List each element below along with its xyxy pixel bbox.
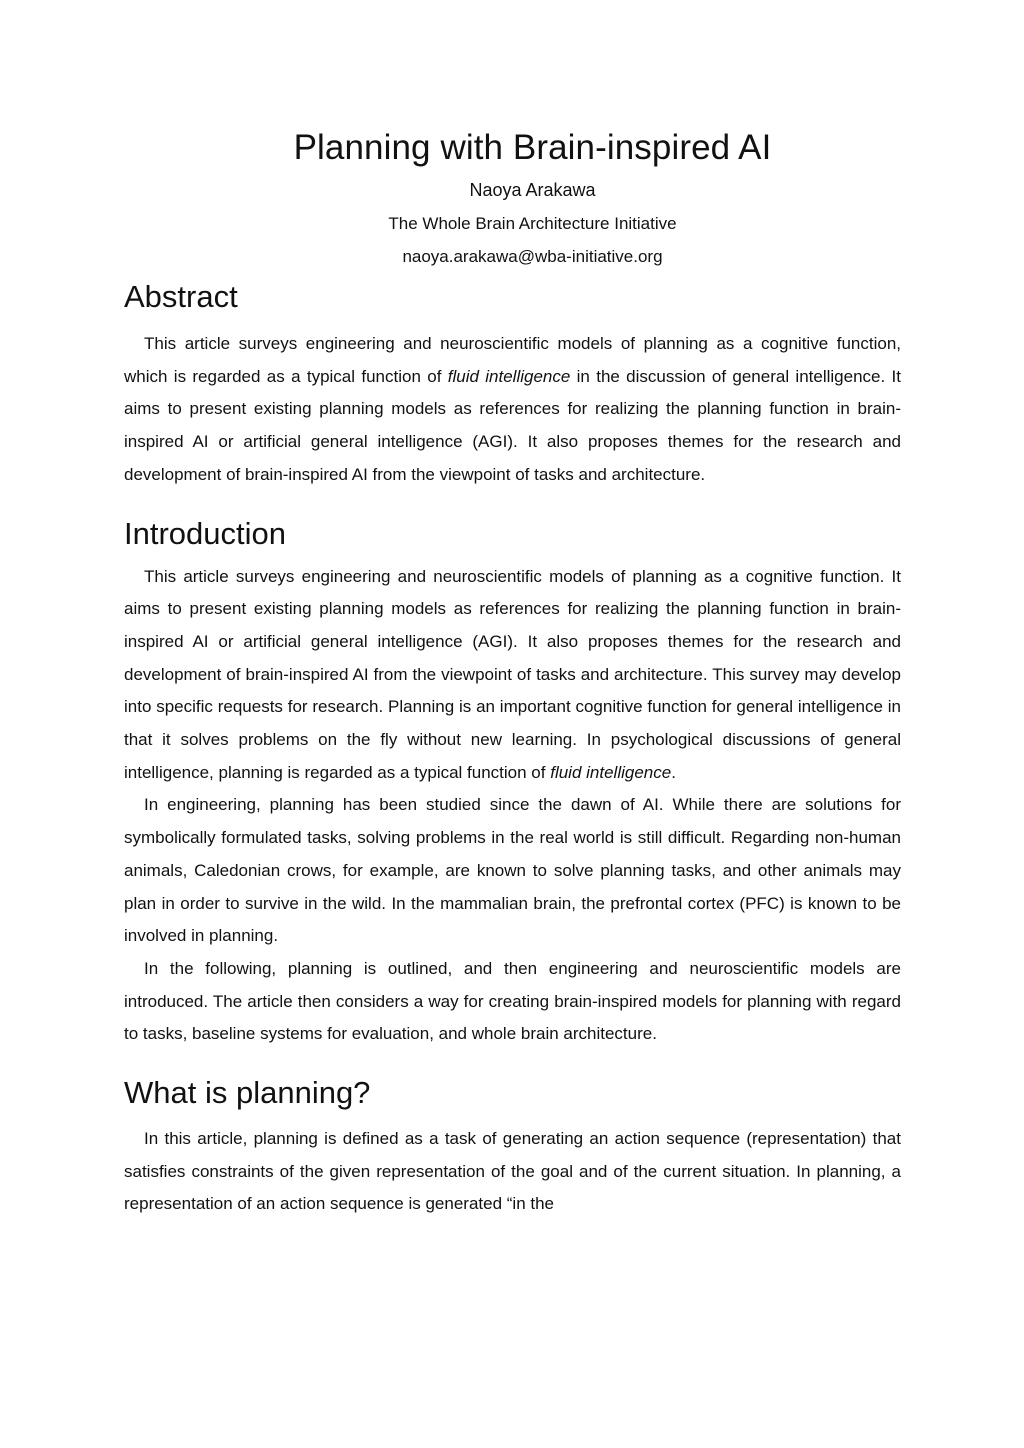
abstract-text-part-2: in the discussion of general intelligence. It aims to present existing planning models as references for realizing the planning function in brain-inspired AI or artificial general intelligence (AGI). It also proposes themes for the research and development of brain-inspired AI from the viewpoint of tasks and architecture. <box>124 366 901 484</box>
abstract-paragraph <box>124 328 901 492</box>
introduction-body <box>124 561 901 1052</box>
introduction-heading: Introduction <box>124 515 286 551</box>
introduction-paragraph-1 <box>124 561 901 790</box>
introduction-p1-emphasis: fluid intelligence <box>550 762 672 782</box>
introduction-p1-text-2: . <box>671 762 676 782</box>
paper-title: Planning with Brain-inspired AI <box>293 128 772 167</box>
what-is-planning-heading: What is planning? <box>124 1075 371 1111</box>
introduction-p1-text-1: This article surveys engineering and neuroscientific models of planning as a cognitive function. It aims to present existing planning models as references for realizing the planning function in brain-inspired AI or artificial general intelligence (AGI). It also proposes themes for the research and development of brain-inspired AI from the viewpoint of tasks and architecture. This survey may develop into specific requests for research. Planning is an important cognitive function for general intelligence in that it solves problems on the fly without new learning. In psychological discussions of general intelligence, planning is regarded as a typical function of <box>124 566 901 782</box>
author-email: naoya.arakawa@wba-initiative.org <box>402 247 663 266</box>
abstract-heading: Abstract <box>124 279 238 314</box>
what-is-planning-paragraph-1: In this article, planning is defined as a task of generating an action sequence (representation) that satisfies constraints of the given representation of the goal and of the current situation. In planning, a representation of an action sequence is generated “in the <box>124 1129 901 1214</box>
introduction-paragraph-3: In the following, planning is outlined, and then engineering and neuroscientific models are introduced. The article then considers a way for creating brain-inspired models for planning with regard to tasks, baseline systems for evaluation, and whole brain architecture. <box>124 958 901 1044</box>
abstract-emphasis: fluid intelligence <box>447 366 571 386</box>
author-affiliation: The Whole Brain Architecture Initiative <box>388 214 677 233</box>
author-name: Naoya Arakawa <box>469 180 596 200</box>
abstract-text-part-1: This article surveys engineering and neuroscientific models of planning as a cognitive function, which is regarded as a typical function of <box>124 334 901 386</box>
author-block <box>124 174 901 273</box>
introduction-paragraph-2: In engineering, planning has been studied since the dawn of AI. While there are solutions for symbolically formulated tasks, solving problems in the real world is still difficult. Regarding non-human animals, Caledonian crows, for example, are known to solve planning tasks, and other animals may plan in order to survive in the wild. In the mammalian brain, the prefrontal cortex (PFC) is known to be involved in planning. <box>124 795 901 946</box>
